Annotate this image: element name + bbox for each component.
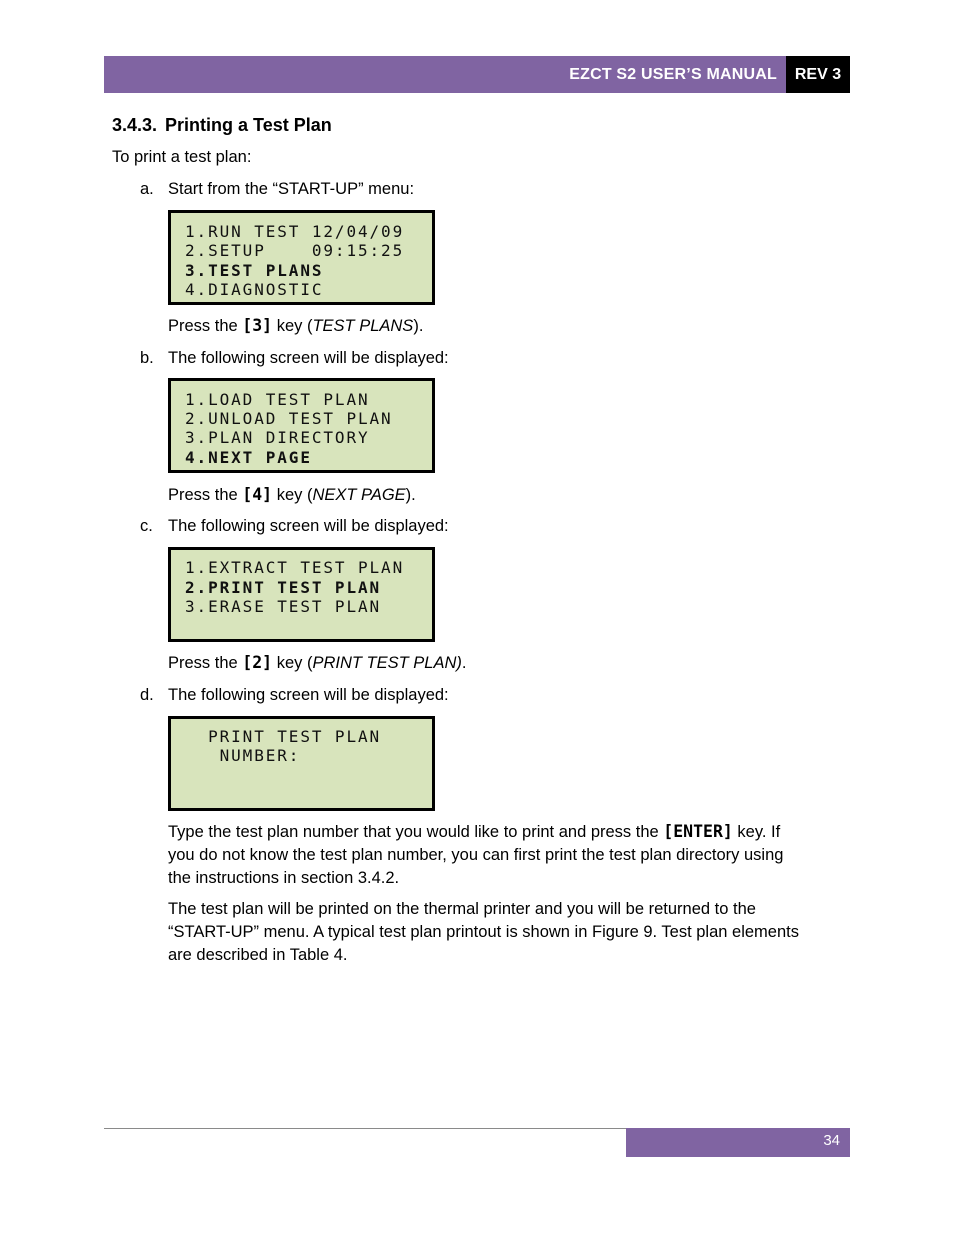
footer-divider [104, 1128, 626, 1129]
revision-badge: REV 3 [786, 56, 850, 93]
menu-option-name: TEST PLANS [312, 317, 414, 335]
press-text: key ( [272, 486, 313, 504]
key-label: [4] [242, 485, 273, 504]
menu-option-name: NEXT PAGE [312, 486, 406, 504]
press-text: Press the [168, 486, 243, 504]
section-title: Printing a Test Plan [165, 115, 332, 135]
manual-title: EZCT S2 USER’S MANUAL [569, 66, 777, 83]
paragraph-line: The test plan will be printed on the thermal printer and you will be returned to the [168, 900, 756, 918]
step-d-text: The following screen will be displayed: [168, 686, 449, 704]
press-text: ). [405, 486, 416, 504]
paragraph-line [168, 820, 848, 844]
lcd-screen-print-test-plan [168, 716, 435, 811]
lcd-line: PRINT TEST PLAN [185, 727, 382, 746]
press-text: ). [413, 317, 424, 335]
header-bar [104, 56, 786, 93]
lcd-screen-startup [168, 210, 435, 305]
lcd-line: 3.ERASE TEST PLAN [185, 597, 382, 616]
step-b-letter: b. [140, 349, 154, 367]
step-c-text: The following screen will be displayed: [168, 517, 449, 535]
lcd-line: 1.LOAD TEST PLAN [185, 390, 370, 409]
lcd-line: NUMBER: [185, 746, 301, 765]
lcd-line: 1.RUN TEST 12/04/09 [185, 222, 405, 241]
key-label: [3] [242, 316, 273, 335]
press-text: key ( [272, 654, 313, 672]
step-d-letter: d. [140, 686, 154, 704]
paragraph-line: are described in Table 4. [168, 946, 348, 964]
menu-option-name: PRINT TEST PLAN) [312, 654, 462, 672]
result-paragraph [168, 898, 848, 967]
lcd-line: 2.SETUP 09:15:25 [185, 241, 405, 260]
press-text: . [461, 654, 467, 672]
step-a-press-instruction [168, 314, 423, 338]
page-number: 34 [823, 1132, 840, 1149]
step-a-letter: a. [140, 180, 154, 198]
paragraph-line: the instructions in section 3.4.2. [168, 869, 400, 887]
paragraph-text: Type the test plan number that you would like to print and press the [168, 823, 664, 841]
paragraph-text: key. If [732, 823, 781, 841]
press-text: key ( [272, 317, 313, 335]
section-number: 3.4.3. [112, 115, 158, 135]
paragraph-line: “START-UP” menu. A typical test plan printout is shown in Figure 9. Test plan elements [168, 923, 799, 941]
lcd-line: 4.DIAGNOSTIC [185, 280, 324, 299]
step-c-press-instruction [168, 651, 466, 675]
lcd-line: 2.UNLOAD TEST PLAN [185, 409, 393, 428]
lcd-line: 3.PLAN DIRECTORY [185, 428, 370, 447]
press-text: Press the [168, 654, 243, 672]
step-b-text: The following screen will be displayed: [168, 349, 449, 367]
lcd-line-highlighted: 2.PRINT TEST PLAN [185, 578, 382, 597]
lcd-line-highlighted: 3.TEST PLANS [185, 261, 324, 280]
lcd-screen-test-plans [168, 378, 435, 473]
lcd-screen-next-page [168, 547, 435, 642]
step-b-press-instruction [168, 483, 416, 507]
step-a-text: Start from the “START-UP” menu: [168, 180, 415, 198]
press-text: Press the [168, 317, 243, 335]
footer-bar [626, 1128, 850, 1157]
lcd-line: 1.EXTRACT TEST PLAN [185, 558, 405, 577]
enter-key-label: [ENTER] [663, 822, 733, 841]
intro-text: To print a test plan: [112, 148, 252, 166]
enter-instruction-paragraph [168, 820, 848, 890]
paragraph-line: you do not know the test plan number, you can first print the test plan directory using [168, 846, 784, 864]
step-c-letter: c. [140, 517, 153, 535]
lcd-line-highlighted: 4.NEXT PAGE [185, 448, 312, 467]
section-heading [112, 115, 332, 136]
key-label: [2] [242, 653, 273, 672]
